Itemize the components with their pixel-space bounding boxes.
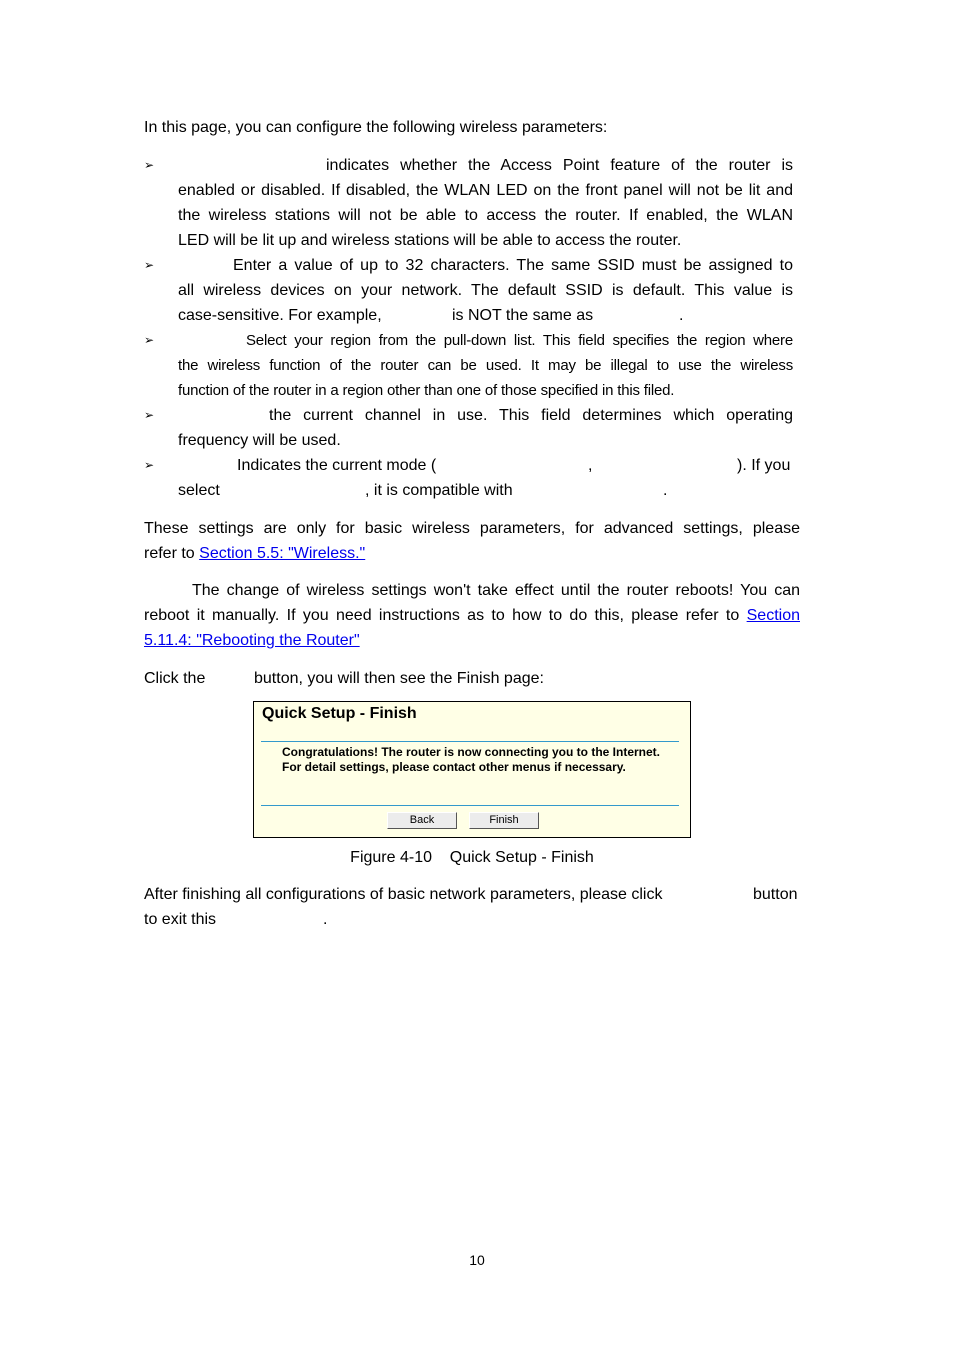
bullet-5-line-2c: . (663, 482, 668, 499)
bullet-4-line-2: frequency will be used. (178, 432, 341, 449)
bullet-arrow-icon: ➢ (144, 408, 155, 422)
bullet-3-line-3: function of the router in a region other than one of those specified in this filed. (178, 382, 675, 399)
link-section-5-5[interactable]: Section 5.5: "Wireless." (199, 545, 366, 562)
bullet-5-line-2a: select (178, 482, 220, 499)
bullet-2-line-1: Enter a value of up to 32 characters. The same SSID must be assigned to (233, 257, 793, 274)
note-para-line-2-text: reboot it manually. If you need instructions as to how to do this, please refer to (144, 607, 740, 624)
bullet-1-line-3: the wireless stations will not be able to access the router. If enabled, the WLAN (178, 207, 793, 224)
click-para-suffix: button, you will then see the Finish page: (254, 670, 544, 687)
bullet-2-line-3a: case-sensitive. For example, (178, 307, 382, 324)
click-para-prefix: Click the (144, 670, 206, 687)
bullet-2-line-2: all wireless devices on your network. The default SSID is default. This value is (178, 282, 793, 299)
bullet-2-line-3b: is NOT the same as (452, 307, 594, 324)
panel-title: Quick Setup - Finish (262, 705, 417, 722)
after-para-line-1: After finishing all configurations of basic network parameters, please click (144, 886, 663, 903)
settings-para-line-2 (144, 541, 365, 566)
figure-caption: Figure 4-10 Quick Setup - Finish (350, 849, 594, 866)
settings-para-line-1: These settings are only for basic wireless parameters, for advanced settings, please (144, 520, 800, 537)
bullet-arrow-icon: ➢ (144, 458, 155, 472)
after-para-line-2b: . (323, 911, 328, 928)
bullet-arrow-icon: ➢ (144, 158, 155, 172)
bullet-1-line-4: LED will be lit up and wireless stations will be able to access the router. (178, 232, 682, 249)
link-section-5-11-4-part-2[interactable]: 5.11.4: "Rebooting the Router" (144, 632, 360, 649)
bullet-5-line-1c: ). If you (737, 457, 791, 474)
panel-divider-bottom (261, 805, 679, 806)
bullet-4-line-1: the current channel in use. This field determines which operating (269, 407, 793, 424)
bullet-5-line-1b: , (588, 457, 593, 474)
page-number: 10 (469, 1252, 485, 1268)
after-para-line-2a: to exit this (144, 911, 217, 928)
bullet-arrow-icon: ➢ (144, 333, 155, 347)
bullet-arrow-icon: ➢ (144, 258, 155, 272)
panel-message: Congratulations! The router is now connecting you to the Internet. For detail settings, please contact other menus if necessary. (282, 745, 661, 774)
bullet-5-line-1a: Indicates the current mode ( (237, 457, 437, 474)
bullet-3-line-2: the wireless function of the router can be used. It may be illegal to use the wireless (178, 357, 793, 374)
settings-para-prefix: refer to (144, 545, 195, 562)
after-para-line-1-end: button (753, 886, 798, 903)
link-section-5-11-4-part-1[interactable]: Section (746, 607, 800, 624)
bullet-2-line-3c: . (679, 307, 684, 324)
note-para-line-3 (144, 628, 360, 653)
panel-divider-top (261, 741, 679, 742)
back-button[interactable]: Back (387, 812, 457, 829)
finish-button[interactable]: Finish (469, 812, 539, 829)
bullet-3-line-1: Select your region from the pull-down list. This field specifies the region where (246, 332, 793, 349)
bullet-5-line-2b: , it is compatible with (365, 482, 513, 499)
quick-setup-finish-panel (253, 701, 691, 838)
note-para-line-2 (144, 603, 800, 628)
bullet-1-line-2: enabled or disabled. If disabled, the WLAN LED on the front panel will not be lit and (178, 182, 793, 199)
bullet-1-line-1: indicates whether the Access Point feature of the router is (326, 157, 793, 174)
intro-text: In this page, you can configure the following wireless parameters: (144, 119, 608, 136)
note-para-line-1: The change of wireless settings won't take effect until the router reboots! You can (192, 582, 800, 599)
